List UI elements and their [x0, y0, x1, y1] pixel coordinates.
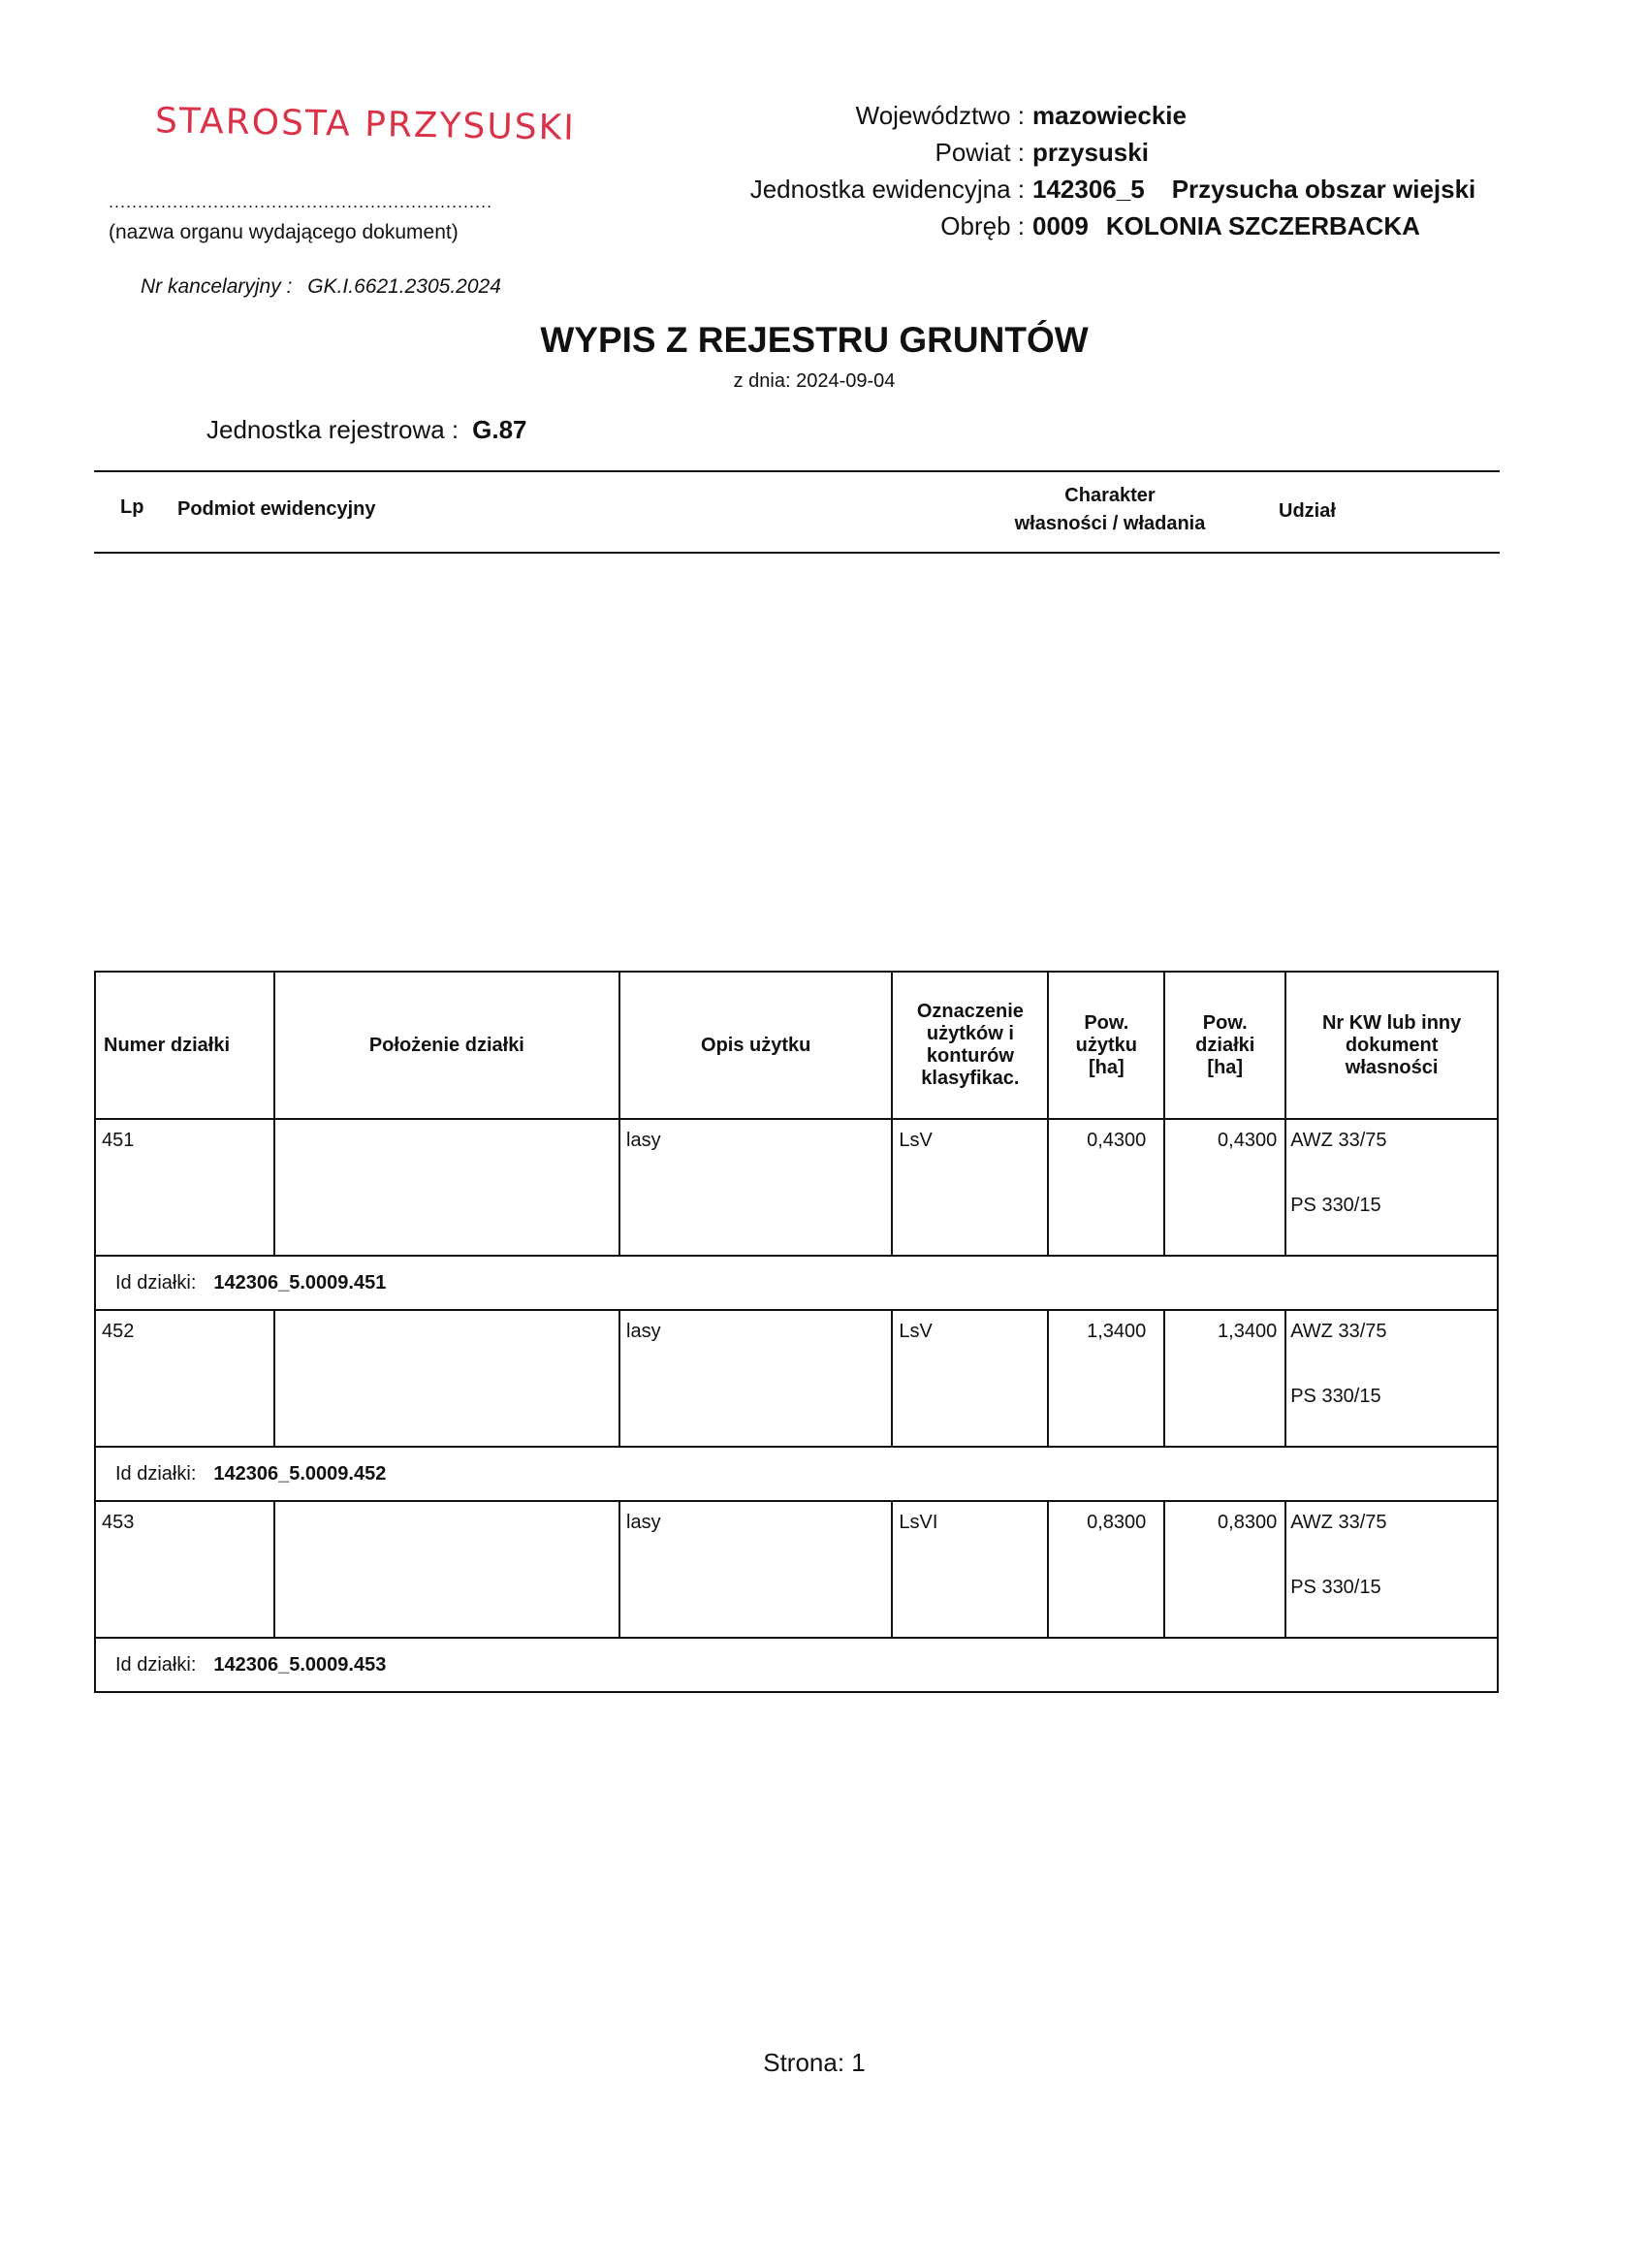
cell-opis: lasy	[619, 1119, 892, 1256]
cell-nr-kw	[1285, 1119, 1498, 1256]
table-row	[95, 1119, 1498, 1256]
cell-numer: 451	[95, 1119, 274, 1256]
obreb-name: KOLONIA SZCZERBACKA	[1105, 211, 1420, 240]
cell-opis: lasy	[619, 1310, 892, 1447]
jednostka-rejestrowa-value: G.87	[472, 415, 527, 444]
wojewodztwo-value: mazowieckie	[1032, 101, 1187, 130]
th-oznaczenie: Oznaczenie użytków i konturów klasyfikac.	[892, 972, 1048, 1119]
subjects-bottom-rule	[94, 552, 1500, 554]
col-lp: Lp	[120, 496, 144, 518]
cell-nr-kw	[1285, 1310, 1498, 1447]
organ-stamp: STAROSTA PRZYSUSKI	[154, 101, 577, 148]
jednostka-code: 142306_5	[1032, 175, 1145, 204]
th-pow-dzialki: Pow. działki [ha]	[1164, 972, 1285, 1119]
id-value: 142306_5.0009.451	[213, 1271, 387, 1294]
kw-ps: PS 330/15	[1290, 1195, 1381, 1216]
id-cell	[95, 1447, 1498, 1501]
page-number: Strona: 1	[763, 2048, 866, 2077]
id-label: Id działki:	[115, 1462, 197, 1485]
organ-label: (nazwa organu wydającego dokument)	[109, 221, 459, 243]
cell-polozenie	[274, 1119, 619, 1256]
id-cell	[95, 1638, 1498, 1692]
th-pow-uzytku: Pow. użytku [ha]	[1048, 972, 1164, 1119]
kancelaryjny-number	[141, 275, 501, 299]
id-value: 142306_5.0009.452	[213, 1462, 387, 1485]
kancelaryjny-label: Nr kancelaryjny :	[141, 275, 293, 298]
obreb-label: Obręb :	[940, 211, 1025, 240]
col-charakter-line1: Charakter	[1064, 485, 1156, 506]
id-label: Id działki:	[115, 1653, 197, 1676]
table-row	[95, 1310, 1498, 1447]
cell-numer: 453	[95, 1501, 274, 1638]
th-nr-kw: Nr KW lub inny dokument własności	[1285, 972, 1498, 1119]
document-title: WYPIS Z REJESTRU GRUNTÓW	[540, 320, 1089, 360]
kancelaryjny-value: GK.I.6621.2305.2024	[307, 275, 501, 298]
cell-oznaczenie: LsVI	[892, 1501, 1048, 1638]
cell-opis: lasy	[619, 1501, 892, 1638]
kw-awz: AWZ 33/75	[1290, 1321, 1387, 1342]
obreb-code: 0009	[1032, 211, 1089, 240]
col-charakter	[969, 485, 1251, 535]
kw-ps: PS 330/15	[1290, 1577, 1381, 1598]
id-value: 142306_5.0009.453	[213, 1653, 387, 1676]
kw-awz: AWZ 33/75	[1290, 1512, 1387, 1533]
id-row	[95, 1447, 1498, 1501]
cell-pow-dzialki: 0,4300	[1164, 1119, 1285, 1256]
table-row	[95, 1501, 1498, 1638]
subjects-top-rule	[94, 470, 1500, 472]
cell-pow-uzytku: 0,4300	[1048, 1119, 1164, 1256]
cell-numer: 452	[95, 1310, 274, 1447]
id-row	[95, 1256, 1498, 1310]
parcels-table	[94, 971, 1499, 1693]
powiat-value: przysuski	[1032, 138, 1149, 167]
th-opis: Opis użytku	[619, 972, 892, 1119]
jednostka-label: Jednostka ewidencyjna :	[749, 175, 1025, 204]
col-udzial: Udział	[1279, 500, 1336, 522]
header-powiat	[717, 138, 1590, 171]
kw-awz: AWZ 33/75	[1290, 1130, 1387, 1151]
col-podmiot: Podmiot ewidencyjny	[177, 498, 376, 520]
cell-pow-dzialki: 0,8300	[1164, 1501, 1285, 1638]
id-label: Id działki:	[115, 1271, 197, 1294]
powiat-label: Powiat :	[935, 138, 1025, 167]
table-header-row	[95, 972, 1498, 1119]
wojewodztwo-label: Województwo :	[855, 101, 1025, 130]
header-jednostka	[717, 175, 1590, 208]
jednostka-rejestrowa-label: Jednostka rejestrowa :	[206, 415, 460, 444]
jednostka-rejestrowa	[206, 415, 527, 445]
cell-pow-uzytku: 1,3400	[1048, 1310, 1164, 1447]
cell-polozenie	[274, 1310, 619, 1447]
cell-nr-kw	[1285, 1501, 1498, 1638]
cell-polozenie	[274, 1501, 619, 1638]
col-charakter-line2: własności / władania	[1014, 513, 1206, 534]
cell-pow-dzialki: 1,3400	[1164, 1310, 1285, 1447]
th-numer: Numer działki	[95, 972, 274, 1119]
header-obreb	[717, 211, 1590, 244]
jednostka-name: Przysucha obszar wiejski	[1171, 175, 1476, 204]
kw-ps: PS 330/15	[1290, 1386, 1381, 1407]
header-wojewodztwo	[717, 101, 1590, 134]
th-polozenie: Położenie działki	[274, 972, 619, 1119]
document-date: z dnia: 2024-09-04	[733, 370, 896, 392]
organ-dotted-line: ..................................................................	[109, 192, 493, 211]
cell-oznaczenie: LsV	[892, 1119, 1048, 1256]
id-row	[95, 1638, 1498, 1692]
id-cell	[95, 1256, 1498, 1310]
cell-oznaczenie: LsV	[892, 1310, 1048, 1447]
cell-pow-uzytku: 0,8300	[1048, 1501, 1164, 1638]
